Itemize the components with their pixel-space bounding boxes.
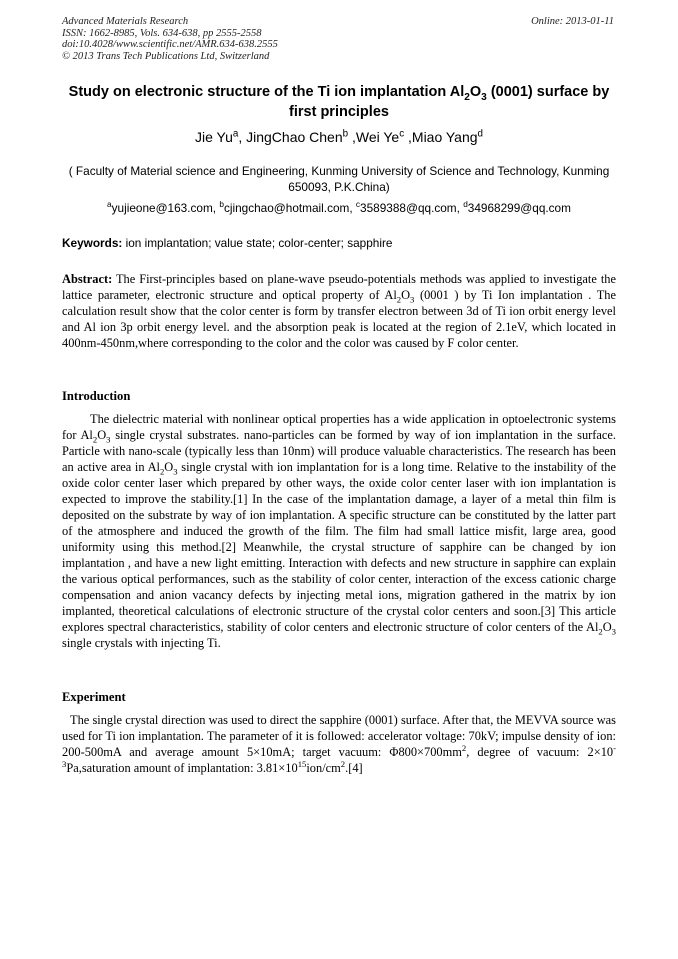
journal-name: Advanced Materials Research (62, 16, 189, 27)
paper-title: Study on electronic structure of the Ti ion implantation $Al_2O_3$ (0001) surface by first principles (68, 84, 610, 120)
introduction-paragraph: The dielectric material with nonlinear optical properties has a wide application in optoelectronic systems for $Al_2O_3$ single crystal substrates. nano-particles can be formed by way of ion implantation in the surface. Particle with nano-scale (typically less than 10nm) will produce valuable characteristics. The research has been an active area in $Al_2O_3$ single crystal with ion implantation for is a long time. Relative to the instability of the oxide color center laser which prepared by other ways, the oxide color center laser with ion implantation is expected to improve the stability.[1] In the case of the implantation damage, a layer of a metal thin film is deposited on the substrate by way of ion implantation. A specific structure can be constituted by the latter part of the atmosphere and induced the growth of the film. The film had small lattice misfit, large area, good uniformity using this method.[2] Meanwhile, the crystal structure of sapphire can be changed by ion implantation , and have a new light emitting. Interaction with defects and new structure in sapphire can explain the various optical performances, such as the stability of color center, interaction of the excess cationic charge compensation and anion vacancy defects by injecting metal ions, migration gathered in the matrix by ion implanted, theoretical calculations of electronic structure of the crystal color centers and soon.[3] This article explores spectral characteristics, stability of color centers and electronic structure of color centers of the $Al_2O_3$ single crystals with injecting Ti. (62, 412, 617, 650)
journal-header (62, 16, 278, 62)
author-emails: $^a$yujieone@163.com, $^b$cjingchao@hotmail.com, $^c$3589388@qq.com, $^d$34968299@qq.com (107, 200, 571, 215)
online-date: Online: 2013-01-11 (531, 16, 614, 27)
experiment-paragraph: The single crystal direction was used to direct the sapphire (0001) surface. After that, the MEVVA source was used for Ti ion implantation. The parameter of it is followed: accelerator voltage: 70kV; impulse density of ion: 200-500mA and average amount 5×10mA; target vacuum: $\Phi 800\times 700mm^2$, degree of vacuum: $2\times 10^{-3}Pa,saturation$ amount of implantation: $3.81\times 10^{15}ion/cm^2.[4]$ (62, 713, 616, 775)
introduction-heading: Introduction (62, 389, 131, 403)
author-list: Jie Yu$^a$, JingChao Chen$^b$ ,Wei Ye$^c$ ,Miao Yang$^d$ (195, 128, 483, 145)
keywords-label: Keywords: (62, 236, 123, 250)
experiment-heading: Experiment (62, 690, 126, 704)
keywords-text: ion implantation; value state; color-center; sapphire (122, 236, 393, 250)
issn-line: ISSN: 1662-8985, Vols. 634-638, pp 2555-2558 (62, 27, 262, 39)
doi-line: doi:10.4028/www.scientific.net/AMR.634-638.2555 (62, 39, 278, 50)
copyright-line: © 2013 Trans Tech Publications Ltd, Switzerland (62, 50, 270, 62)
abstract-label: Abstract: (62, 272, 113, 286)
abstract: Abstract: The First-principles based on plane-wave pseudo-potentials methods was applied to investigate the lattice parameter, electronic structure and optical property of $Al_2O_3$ (0001 ) by Ti Ion implantation . The calculation result show that the color center is form by transfer electron between 3d of Ti ion orbit energy level and Al ion 3p orbit energy level. and the absorption peak is located at the region of 2.1eV, which located in 400nm-450nm,where corresponding to the color and the color was caused by F color center. (62, 272, 616, 350)
affiliation: ( Faculty of Material science and Engineering, Kunming University of Science and Technology, Kunming 650093, P.K.China) (68, 164, 610, 194)
keywords (62, 236, 616, 250)
